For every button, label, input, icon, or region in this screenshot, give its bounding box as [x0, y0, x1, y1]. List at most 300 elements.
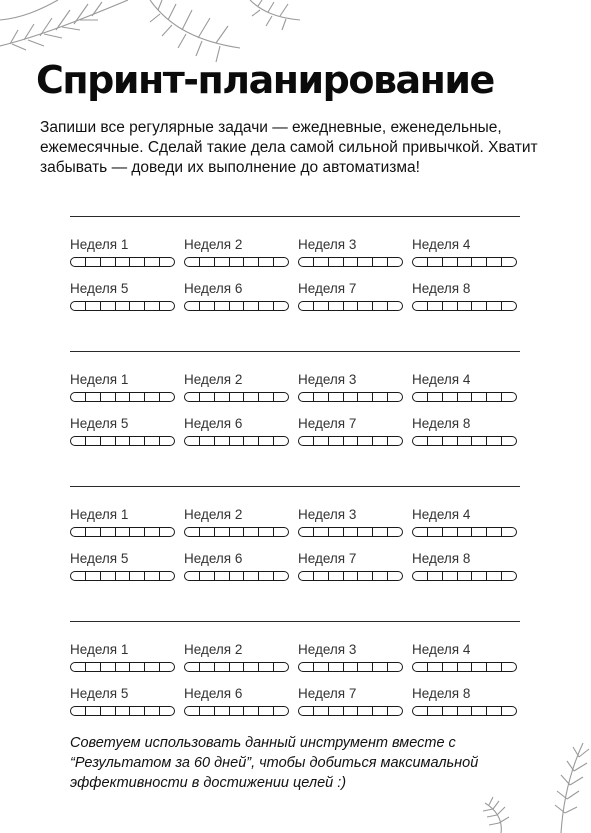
day-checkbox[interactable] — [258, 663, 273, 671]
day-checkbox[interactable] — [486, 302, 501, 310]
day-checkbox[interactable] — [115, 302, 130, 310]
week-tracker — [298, 686, 405, 718]
sprint-block — [70, 216, 520, 351]
day-checkbox[interactable] — [159, 528, 174, 536]
day-checkbox[interactable] — [427, 258, 442, 266]
day-checkbox[interactable] — [71, 393, 85, 401]
day-checkbox[interactable] — [501, 393, 516, 401]
day-checkbox[interactable] — [273, 707, 288, 715]
day-checkbox[interactable] — [486, 528, 501, 536]
day-checkbox[interactable] — [214, 437, 229, 445]
day-checkbox[interactable] — [471, 572, 486, 580]
day-checkbox[interactable] — [144, 528, 159, 536]
day-checkbox[interactable] — [185, 663, 199, 671]
day-checkbox[interactable] — [100, 572, 115, 580]
day-checkbox[interactable] — [159, 258, 174, 266]
day-checkbox[interactable] — [115, 707, 130, 715]
day-checkbox[interactable] — [144, 572, 159, 580]
day-checkbox[interactable] — [299, 572, 313, 580]
day-checkbox-bar[interactable] — [70, 257, 175, 267]
day-checkbox[interactable] — [442, 707, 457, 715]
day-checkbox[interactable] — [214, 663, 229, 671]
week-tracker — [298, 372, 405, 404]
day-checkbox[interactable] — [501, 663, 516, 671]
day-checkbox[interactable] — [413, 437, 427, 445]
day-checkbox[interactable] — [313, 528, 328, 536]
week-label: Неделя 8 — [412, 551, 471, 566]
day-checkbox[interactable] — [243, 572, 258, 580]
day-checkbox[interactable] — [115, 572, 130, 580]
day-checkbox[interactable] — [343, 707, 358, 715]
day-checkbox[interactable] — [129, 437, 144, 445]
day-checkbox[interactable] — [313, 258, 328, 266]
day-checkbox[interactable] — [199, 663, 214, 671]
day-checkbox[interactable] — [313, 707, 328, 715]
day-checkbox[interactable] — [199, 707, 214, 715]
day-checkbox[interactable] — [199, 528, 214, 536]
task-write-line[interactable] — [70, 216, 520, 217]
day-checkbox[interactable] — [144, 707, 159, 715]
day-checkbox[interactable] — [258, 528, 273, 536]
day-checkbox[interactable] — [457, 437, 472, 445]
day-checkbox-bar[interactable] — [184, 436, 289, 446]
day-checkbox-bar[interactable] — [184, 662, 289, 672]
week-tracker — [412, 237, 519, 269]
day-checkbox[interactable] — [71, 437, 85, 445]
day-checkbox[interactable] — [299, 707, 313, 715]
day-checkbox[interactable] — [159, 393, 174, 401]
day-checkbox[interactable] — [442, 437, 457, 445]
day-checkbox[interactable] — [442, 572, 457, 580]
day-checkbox[interactable] — [471, 258, 486, 266]
day-checkbox[interactable] — [185, 572, 199, 580]
day-checkbox[interactable] — [115, 663, 130, 671]
day-checkbox[interactable] — [357, 302, 372, 310]
day-checkbox[interactable] — [427, 302, 442, 310]
day-checkbox[interactable] — [258, 302, 273, 310]
week-tracker — [298, 416, 405, 448]
day-checkbox[interactable] — [229, 302, 244, 310]
day-checkbox[interactable] — [442, 528, 457, 536]
day-checkbox-bar[interactable] — [298, 301, 403, 311]
day-checkbox[interactable] — [129, 393, 144, 401]
day-checkbox[interactable] — [328, 437, 343, 445]
day-checkbox-bar[interactable] — [412, 662, 517, 672]
day-checkbox[interactable] — [273, 258, 288, 266]
day-checkbox[interactable] — [129, 572, 144, 580]
day-checkbox[interactable] — [100, 663, 115, 671]
day-checkbox[interactable] — [214, 528, 229, 536]
day-checkbox[interactable] — [313, 663, 328, 671]
day-checkbox[interactable] — [413, 707, 427, 715]
day-checkbox[interactable] — [243, 437, 258, 445]
day-checkbox[interactable] — [299, 302, 313, 310]
day-checkbox[interactable] — [442, 258, 457, 266]
day-checkbox[interactable] — [357, 572, 372, 580]
day-checkbox-bar[interactable] — [70, 662, 175, 672]
day-checkbox[interactable] — [144, 393, 159, 401]
day-checkbox[interactable] — [457, 663, 472, 671]
day-checkbox[interactable] — [273, 437, 288, 445]
day-checkbox[interactable] — [129, 302, 144, 310]
day-checkbox[interactable] — [159, 663, 174, 671]
day-checkbox-bar[interactable] — [184, 301, 289, 311]
day-checkbox-bar[interactable] — [184, 571, 289, 581]
day-checkbox[interactable] — [471, 528, 486, 536]
day-checkbox[interactable] — [343, 437, 358, 445]
day-checkbox-bar[interactable] — [70, 436, 175, 446]
day-checkbox[interactable] — [299, 528, 313, 536]
day-checkbox[interactable] — [214, 302, 229, 310]
day-checkbox[interactable] — [372, 437, 387, 445]
day-checkbox[interactable] — [501, 572, 516, 580]
day-checkbox[interactable] — [372, 302, 387, 310]
week-tracker — [70, 686, 177, 718]
day-checkbox[interactable] — [159, 707, 174, 715]
day-checkbox[interactable] — [486, 572, 501, 580]
week-label: Неделя 7 — [298, 686, 357, 701]
day-checkbox[interactable] — [313, 572, 328, 580]
week-tracker — [298, 642, 405, 674]
day-checkbox[interactable] — [413, 258, 427, 266]
day-checkbox[interactable] — [258, 437, 273, 445]
day-checkbox-bar[interactable] — [298, 527, 403, 537]
day-checkbox[interactable] — [457, 707, 472, 715]
day-checkbox[interactable] — [328, 707, 343, 715]
week-label: Неделя 8 — [412, 416, 471, 431]
day-checkbox[interactable] — [71, 572, 85, 580]
day-checkbox[interactable] — [471, 663, 486, 671]
day-checkbox[interactable] — [442, 663, 457, 671]
day-checkbox[interactable] — [313, 437, 328, 445]
day-checkbox[interactable] — [413, 302, 427, 310]
week-tracker — [412, 642, 519, 674]
day-checkbox[interactable] — [185, 393, 199, 401]
day-checkbox[interactable] — [243, 258, 258, 266]
day-checkbox-bar[interactable] — [412, 301, 517, 311]
day-checkbox[interactable] — [85, 663, 100, 671]
week-tracker — [184, 551, 291, 583]
day-checkbox[interactable] — [486, 707, 501, 715]
day-checkbox[interactable] — [85, 393, 100, 401]
day-checkbox[interactable] — [115, 437, 130, 445]
day-checkbox[interactable] — [372, 707, 387, 715]
day-checkbox[interactable] — [357, 393, 372, 401]
day-checkbox[interactable] — [243, 393, 258, 401]
day-checkbox[interactable] — [85, 528, 100, 536]
week-tracker — [184, 372, 291, 404]
week-tracker — [70, 507, 177, 539]
day-checkbox[interactable] — [273, 393, 288, 401]
week-label: Неделя 6 — [184, 686, 243, 701]
day-checkbox-bar[interactable] — [412, 257, 517, 267]
task-write-line[interactable] — [70, 486, 520, 487]
day-checkbox[interactable] — [144, 437, 159, 445]
week-tracker — [184, 507, 291, 539]
day-checkbox[interactable] — [273, 528, 288, 536]
day-checkbox[interactable] — [71, 258, 85, 266]
day-checkbox[interactable] — [85, 707, 100, 715]
day-checkbox[interactable] — [159, 572, 174, 580]
day-checkbox-bar[interactable] — [70, 527, 175, 537]
day-checkbox[interactable] — [343, 572, 358, 580]
day-checkbox-bar[interactable] — [412, 706, 517, 716]
day-checkbox[interactable] — [229, 528, 244, 536]
day-checkbox[interactable] — [501, 528, 516, 536]
day-checkbox[interactable] — [243, 302, 258, 310]
day-checkbox[interactable] — [100, 528, 115, 536]
day-checkbox[interactable] — [357, 528, 372, 536]
day-checkbox[interactable] — [299, 437, 313, 445]
day-checkbox-bar[interactable] — [412, 436, 517, 446]
day-checkbox[interactable] — [343, 258, 358, 266]
day-checkbox[interactable] — [100, 302, 115, 310]
week-label: Неделя 2 — [184, 642, 243, 657]
day-checkbox[interactable] — [328, 663, 343, 671]
week-label: Неделя 1 — [70, 507, 129, 522]
day-checkbox[interactable] — [413, 572, 427, 580]
day-checkbox[interactable] — [427, 528, 442, 536]
day-checkbox[interactable] — [129, 528, 144, 536]
day-checkbox-bar[interactable] — [184, 257, 289, 267]
day-checkbox[interactable] — [243, 707, 258, 715]
day-checkbox[interactable] — [85, 572, 100, 580]
day-checkbox[interactable] — [185, 258, 199, 266]
day-checkbox[interactable] — [457, 393, 472, 401]
day-checkbox[interactable] — [427, 437, 442, 445]
day-checkbox[interactable] — [258, 707, 273, 715]
day-checkbox-bar[interactable] — [298, 392, 403, 402]
day-checkbox[interactable] — [273, 663, 288, 671]
day-checkbox[interactable] — [71, 663, 85, 671]
day-checkbox[interactable] — [258, 572, 273, 580]
day-checkbox[interactable] — [214, 258, 229, 266]
day-checkbox[interactable] — [299, 258, 313, 266]
day-checkbox[interactable] — [144, 663, 159, 671]
day-checkbox[interactable] — [486, 437, 501, 445]
day-checkbox[interactable] — [457, 572, 472, 580]
day-checkbox[interactable] — [258, 393, 273, 401]
day-checkbox-bar[interactable] — [184, 392, 289, 402]
day-checkbox[interactable] — [214, 572, 229, 580]
day-checkbox[interactable] — [427, 572, 442, 580]
day-checkbox[interactable] — [357, 663, 372, 671]
day-checkbox[interactable] — [486, 258, 501, 266]
day-checkbox[interactable] — [159, 437, 174, 445]
day-checkbox[interactable] — [115, 393, 130, 401]
day-checkbox-bar[interactable] — [298, 662, 403, 672]
weeks-grid — [70, 237, 520, 313]
day-checkbox[interactable] — [229, 393, 244, 401]
week-label: Неделя 1 — [70, 237, 129, 252]
day-checkbox[interactable] — [229, 707, 244, 715]
day-checkbox[interactable] — [471, 437, 486, 445]
day-checkbox[interactable] — [413, 393, 427, 401]
day-checkbox[interactable] — [427, 663, 442, 671]
day-checkbox[interactable] — [144, 258, 159, 266]
day-checkbox[interactable] — [258, 258, 273, 266]
task-write-line[interactable] — [70, 621, 520, 622]
day-checkbox[interactable] — [243, 528, 258, 536]
day-checkbox[interactable] — [100, 707, 115, 715]
day-checkbox[interactable] — [357, 437, 372, 445]
day-checkbox[interactable] — [343, 393, 358, 401]
day-checkbox[interactable] — [159, 302, 174, 310]
week-tracker — [70, 372, 177, 404]
day-checkbox[interactable] — [144, 302, 159, 310]
page-title: Спринт-планирование — [36, 58, 494, 102]
day-checkbox[interactable] — [115, 528, 130, 536]
day-checkbox[interactable] — [501, 707, 516, 715]
day-checkbox[interactable] — [100, 437, 115, 445]
day-checkbox[interactable] — [214, 707, 229, 715]
day-checkbox[interactable] — [457, 258, 472, 266]
day-checkbox[interactable] — [486, 393, 501, 401]
day-checkbox-bar[interactable] — [298, 706, 403, 716]
week-label: Неделя 6 — [184, 281, 243, 296]
day-checkbox-bar[interactable] — [70, 706, 175, 716]
day-checkbox[interactable] — [343, 528, 358, 536]
day-checkbox-bar[interactable] — [412, 392, 517, 402]
day-checkbox[interactable] — [328, 302, 343, 310]
day-checkbox[interactable] — [185, 437, 199, 445]
day-checkbox[interactable] — [442, 302, 457, 310]
day-checkbox[interactable] — [115, 258, 130, 266]
day-checkbox[interactable] — [413, 663, 427, 671]
day-checkbox[interactable] — [85, 258, 100, 266]
day-checkbox[interactable] — [229, 572, 244, 580]
day-checkbox-bar[interactable] — [70, 571, 175, 581]
day-checkbox-bar[interactable] — [412, 527, 517, 537]
week-label: Неделя 6 — [184, 416, 243, 431]
day-checkbox[interactable] — [343, 663, 358, 671]
day-checkbox[interactable] — [387, 393, 402, 401]
week-tracker — [184, 237, 291, 269]
day-checkbox[interactable] — [501, 437, 516, 445]
day-checkbox[interactable] — [199, 258, 214, 266]
day-checkbox-bar[interactable] — [184, 527, 289, 537]
day-checkbox[interactable] — [185, 528, 199, 536]
day-checkbox[interactable] — [71, 528, 85, 536]
week-tracker — [70, 237, 177, 269]
sprint-blocks — [70, 216, 520, 756]
week-tracker — [412, 551, 519, 583]
week-label: Неделя 7 — [298, 281, 357, 296]
week-label: Неделя 3 — [298, 237, 357, 252]
task-write-line[interactable] — [70, 351, 520, 352]
day-checkbox[interactable] — [273, 572, 288, 580]
day-checkbox[interactable] — [100, 258, 115, 266]
day-checkbox[interactable] — [387, 528, 402, 536]
day-checkbox[interactable] — [129, 707, 144, 715]
day-checkbox[interactable] — [129, 663, 144, 671]
day-checkbox-bar[interactable] — [70, 301, 175, 311]
day-checkbox[interactable] — [229, 258, 244, 266]
week-label: Неделя 3 — [298, 372, 357, 387]
day-checkbox[interactable] — [100, 393, 115, 401]
day-checkbox[interactable] — [372, 572, 387, 580]
day-checkbox[interactable] — [243, 663, 258, 671]
day-checkbox[interactable] — [372, 528, 387, 536]
day-checkbox[interactable] — [199, 437, 214, 445]
day-checkbox[interactable] — [313, 393, 328, 401]
day-checkbox[interactable] — [71, 302, 85, 310]
week-label: Неделя 4 — [412, 507, 471, 522]
day-checkbox[interactable] — [387, 258, 402, 266]
day-checkbox[interactable] — [185, 302, 199, 310]
day-checkbox[interactable] — [328, 528, 343, 536]
day-checkbox[interactable] — [85, 437, 100, 445]
day-checkbox[interactable] — [328, 258, 343, 266]
day-checkbox[interactable] — [427, 707, 442, 715]
day-checkbox[interactable] — [501, 258, 516, 266]
day-checkbox[interactable] — [343, 302, 358, 310]
day-checkbox[interactable] — [471, 707, 486, 715]
weeks-grid — [70, 642, 520, 718]
day-checkbox[interactable] — [185, 707, 199, 715]
day-checkbox[interactable] — [501, 302, 516, 310]
day-checkbox[interactable] — [299, 663, 313, 671]
day-checkbox[interactable] — [273, 302, 288, 310]
day-checkbox-bar[interactable] — [70, 392, 175, 402]
day-checkbox[interactable] — [372, 393, 387, 401]
day-checkbox[interactable] — [229, 437, 244, 445]
day-checkbox[interactable] — [387, 302, 402, 310]
day-checkbox[interactable] — [313, 302, 328, 310]
day-checkbox[interactable] — [85, 302, 100, 310]
week-label: Неделя 2 — [184, 237, 243, 252]
week-label: Неделя 4 — [412, 237, 471, 252]
week-label: Неделя 5 — [70, 281, 129, 296]
day-checkbox-bar[interactable] — [298, 571, 403, 581]
day-checkbox[interactable] — [357, 707, 372, 715]
week-tracker — [70, 416, 177, 448]
day-checkbox[interactable] — [427, 393, 442, 401]
day-checkbox[interactable] — [471, 393, 486, 401]
day-checkbox[interactable] — [214, 393, 229, 401]
day-checkbox[interactable] — [357, 258, 372, 266]
day-checkbox[interactable] — [387, 707, 402, 715]
week-tracker — [184, 416, 291, 448]
day-checkbox[interactable] — [299, 393, 313, 401]
day-checkbox[interactable] — [457, 528, 472, 536]
day-checkbox[interactable] — [229, 663, 244, 671]
day-checkbox-bar[interactable] — [298, 257, 403, 267]
day-checkbox[interactable] — [372, 663, 387, 671]
day-checkbox[interactable] — [442, 393, 457, 401]
day-checkbox[interactable] — [328, 572, 343, 580]
day-checkbox[interactable] — [71, 707, 85, 715]
day-checkbox[interactable] — [199, 302, 214, 310]
day-checkbox[interactable] — [413, 528, 427, 536]
day-checkbox[interactable] — [457, 302, 472, 310]
day-checkbox-bar[interactable] — [412, 571, 517, 581]
day-checkbox[interactable] — [199, 572, 214, 580]
day-checkbox[interactable] — [372, 258, 387, 266]
week-tracker — [412, 686, 519, 718]
day-checkbox[interactable] — [387, 572, 402, 580]
weeks-grid — [70, 507, 520, 583]
day-checkbox[interactable] — [199, 393, 214, 401]
day-checkbox-bar[interactable] — [298, 436, 403, 446]
day-checkbox[interactable] — [486, 663, 501, 671]
day-checkbox-bar[interactable] — [184, 706, 289, 716]
day-checkbox[interactable] — [129, 258, 144, 266]
day-checkbox[interactable] — [387, 437, 402, 445]
day-checkbox[interactable] — [471, 302, 486, 310]
day-checkbox[interactable] — [387, 663, 402, 671]
day-checkbox[interactable] — [328, 393, 343, 401]
